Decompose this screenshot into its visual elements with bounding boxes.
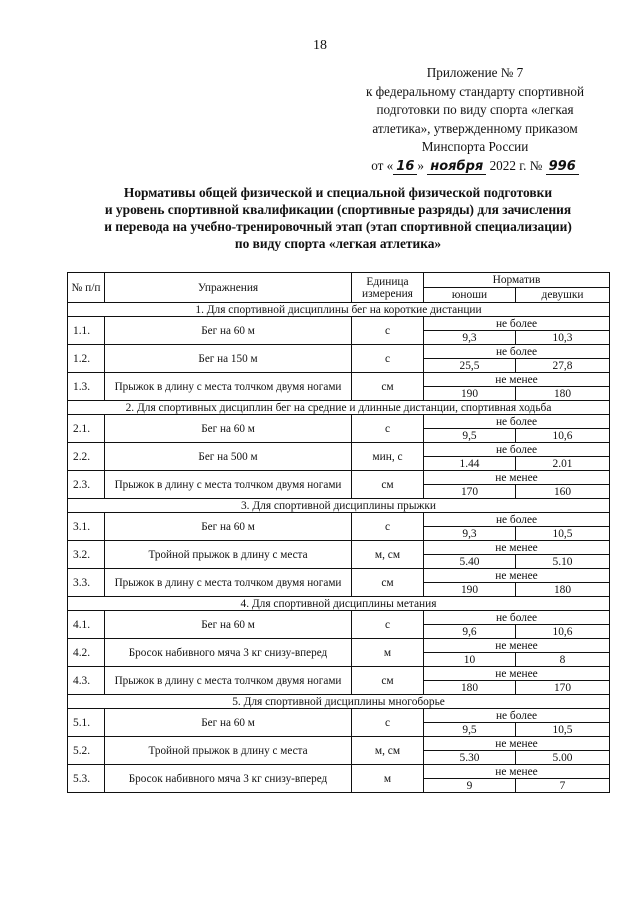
unit-cell: м, см: [352, 737, 424, 765]
table-row: [68, 317, 610, 331]
unit-cell: см: [352, 569, 424, 597]
boys-value: 9,3: [424, 331, 516, 345]
table-row: [68, 667, 610, 681]
table-row: [68, 737, 610, 751]
boys-value: 9: [424, 779, 516, 793]
appendix-heading: Приложение № 7: [426, 65, 524, 80]
row-number: 3.3.: [68, 569, 105, 597]
boys-value: 25,5: [424, 359, 516, 373]
row-number: 5.1.: [68, 709, 105, 737]
limit-cell: не более: [424, 345, 610, 359]
table-row: [68, 415, 610, 429]
limit-cell: не более: [424, 513, 610, 527]
girls-value: 5.10: [516, 555, 610, 569]
order-date-line: [340, 157, 610, 177]
section-title: 1. Для спортивной дисциплины бег на короткие дистанции: [68, 303, 610, 317]
limit-cell: не более: [424, 611, 610, 625]
girls-value: 180: [516, 387, 610, 401]
section-row: [68, 597, 610, 611]
limit-cell: не менее: [424, 569, 610, 583]
unit-cell: с: [352, 345, 424, 373]
row-number: 1.2.: [68, 345, 105, 373]
girls-value: 8: [516, 653, 610, 667]
limit-cell: не менее: [424, 667, 610, 681]
table-row: [68, 611, 610, 625]
handwritten-month: ноября: [427, 159, 486, 175]
row-number: 3.1.: [68, 513, 105, 541]
limit-cell: не более: [424, 415, 610, 429]
exercise-name: Бег на 60 м: [105, 415, 352, 443]
boys-value: 5.40: [424, 555, 516, 569]
table-row: [68, 513, 610, 527]
norms-table: [67, 272, 610, 793]
document-title: [58, 184, 618, 252]
boys-value: 180: [424, 681, 516, 695]
limit-cell: не менее: [424, 639, 610, 653]
section-row: [68, 401, 610, 415]
exercise-name: Тройной прыжок в длину с места: [105, 541, 352, 569]
table-row: [68, 471, 610, 485]
girls-value: 180: [516, 583, 610, 597]
limit-cell: не менее: [424, 737, 610, 751]
date-year: 2022 г. №: [486, 157, 546, 173]
date-mid: »: [417, 157, 428, 173]
section-title: 2. Для спортивных дисциплин бег на средние и длинные дистанции, спортивная ходьба: [68, 401, 610, 415]
girls-value: 5.00: [516, 751, 610, 765]
exercise-name: Прыжок в длину с места толчком двумя ногами: [105, 569, 352, 597]
unit-cell: с: [352, 611, 424, 639]
header-girls: девушки: [516, 288, 610, 303]
limit-cell: не более: [424, 709, 610, 723]
boys-value: 9,6: [424, 625, 516, 639]
title-line: и перевода на учебно-тренировочный этап (этап спортивной специализации): [104, 219, 572, 234]
unit-cell: с: [352, 317, 424, 345]
girls-value: 7: [516, 779, 610, 793]
header-num: № п/п: [68, 273, 105, 303]
exercise-name: Бег на 500 м: [105, 443, 352, 471]
girls-value: 10,6: [516, 625, 610, 639]
table-row: [68, 541, 610, 555]
row-number: 5.2.: [68, 737, 105, 765]
section-row: [68, 499, 610, 513]
header-norm: Норматив: [424, 273, 610, 288]
boys-value: 5.30: [424, 751, 516, 765]
boys-value: 9,5: [424, 723, 516, 737]
appendix-line: атлетика», утвержденному приказом: [372, 120, 578, 136]
appendix-line: подготовки по виду спорта «легкая: [376, 102, 574, 117]
unit-cell: с: [352, 709, 424, 737]
unit-cell: см: [352, 373, 424, 401]
boys-value: 9,3: [424, 527, 516, 541]
girls-value: 160: [516, 485, 610, 499]
date-prefix: от «: [371, 157, 394, 173]
page-number: 18: [313, 38, 327, 53]
limit-cell: не менее: [424, 373, 610, 387]
row-number: 2.1.: [68, 415, 105, 443]
row-number: 2.2.: [68, 443, 105, 471]
section-row: [68, 303, 610, 317]
row-number: 4.3.: [68, 667, 105, 695]
handwritten-day: 16: [393, 159, 417, 175]
appendix-block: [340, 64, 610, 176]
exercise-name: Бросок набивного мяча 3 кг снизу-вперед: [105, 639, 352, 667]
exercise-name: Бег на 60 м: [105, 513, 352, 541]
exercise-name: Прыжок в длину с места толчком двумя ногами: [105, 667, 352, 695]
limit-cell: не менее: [424, 471, 610, 485]
girls-value: 2.01: [516, 457, 610, 471]
girls-value: 10,5: [516, 723, 610, 737]
unit-cell: с: [352, 513, 424, 541]
boys-value: 170: [424, 485, 516, 499]
unit-cell: м, см: [352, 541, 424, 569]
exercise-name: Бег на 60 м: [105, 611, 352, 639]
row-number: 5.3.: [68, 765, 105, 793]
section-title: 5. Для спортивной дисциплины многоборье: [68, 695, 610, 709]
section-title: 4. Для спортивной дисциплины метания: [68, 597, 610, 611]
boys-value: 9,5: [424, 429, 516, 443]
row-number: 4.1.: [68, 611, 105, 639]
section-title: 3. Для спортивной дисциплины прыжки: [68, 499, 610, 513]
unit-cell: с: [352, 415, 424, 443]
boys-value: 190: [424, 583, 516, 597]
exercise-name: Бег на 150 м: [105, 345, 352, 373]
row-number: 2.3.: [68, 471, 105, 499]
limit-cell: не менее: [424, 541, 610, 555]
boys-value: 190: [424, 387, 516, 401]
title-line: и уровень спортивной квалификации (спортивные разряды) для зачисления: [104, 202, 572, 217]
girls-value: 27,8: [516, 359, 610, 373]
title-line: Нормативы общей физической и специальной физической подготовки: [123, 185, 553, 200]
exercise-name: Бег на 60 м: [105, 709, 352, 737]
girls-value: 10,5: [516, 527, 610, 541]
header-unit: Единица измерения: [352, 273, 424, 303]
table-row: [68, 373, 610, 387]
table-row: [68, 345, 610, 359]
girls-value: 10,3: [516, 331, 610, 345]
unit-cell: м: [352, 639, 424, 667]
exercise-name: Бросок набивного мяча 3 кг снизу-вперед: [105, 765, 352, 793]
limit-cell: не более: [424, 317, 610, 331]
girls-value: 10,6: [516, 429, 610, 443]
row-number: 1.3.: [68, 373, 105, 401]
header-boys: юноши: [424, 288, 516, 303]
title-line: по виду спорта «легкая атлетика»: [234, 236, 442, 251]
limit-cell: не менее: [424, 765, 610, 779]
table-row: [68, 709, 610, 723]
table-row: [68, 639, 610, 653]
unit-cell: мин, с: [352, 443, 424, 471]
limit-cell: не более: [424, 443, 610, 457]
row-number: 4.2.: [68, 639, 105, 667]
appendix-line: к федеральному стандарту спортивной: [365, 83, 585, 99]
girls-value: 170: [516, 681, 610, 695]
unit-cell: см: [352, 667, 424, 695]
boys-value: 10: [424, 653, 516, 667]
exercise-name: Прыжок в длину с места толчком двумя ногами: [105, 373, 352, 401]
exercise-name: Бег на 60 м: [105, 317, 352, 345]
boys-value: 1.44: [424, 457, 516, 471]
unit-cell: см: [352, 471, 424, 499]
exercise-name: Прыжок в длину с места толчком двумя ногами: [105, 471, 352, 499]
row-number: 3.2.: [68, 541, 105, 569]
header-exercise: Упражнения: [105, 273, 352, 303]
exercise-name: Тройной прыжок в длину с места: [105, 737, 352, 765]
unit-cell: м: [352, 765, 424, 793]
table-row: [68, 443, 610, 457]
row-number: 1.1.: [68, 317, 105, 345]
section-row: [68, 695, 610, 709]
handwritten-order-number: 996: [546, 159, 579, 175]
appendix-line: Минспорта России: [421, 139, 529, 154]
table-row: [68, 569, 610, 583]
table-row: [68, 765, 610, 779]
